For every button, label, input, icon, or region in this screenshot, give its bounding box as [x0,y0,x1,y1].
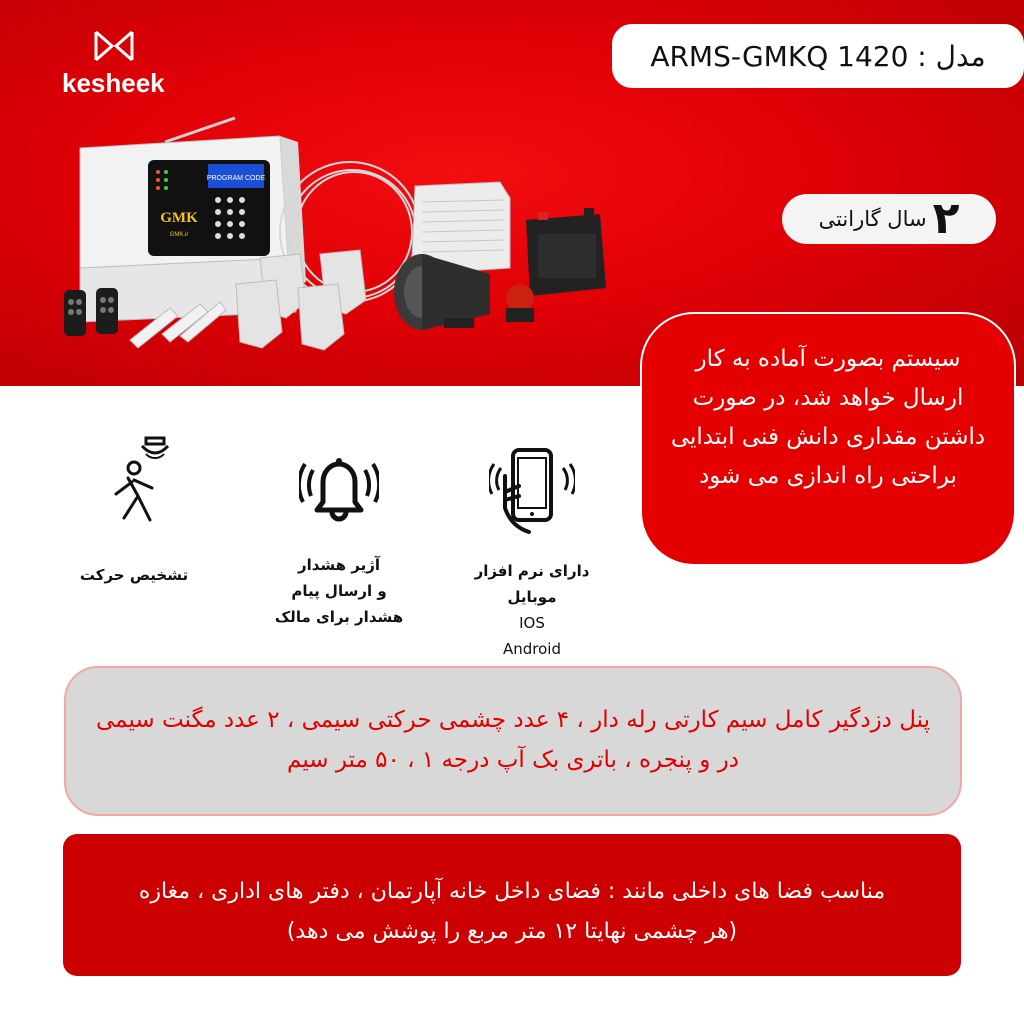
mobile-app-icon [489,446,575,536]
backup-battery [526,208,606,296]
feature-siren-line1: آژیر هشدار [297,556,381,574]
feature-mobile-line2: موبایل [507,588,557,606]
mini-siren [506,284,534,322]
product-illustration [60,112,620,378]
feature-siren [258,448,420,630]
panel-sub-text: GMK.ir [169,232,189,238]
model-label [612,24,1024,88]
feature-siren-line3: هشدار برای مالک [274,608,404,626]
panel-screen-text: PROGRAM CODE [206,175,266,182]
kesheek-logo-icon [90,28,138,64]
antenna [165,118,235,142]
suitability-box: مناسب فضا های داخلی مانند : فضای داخل خانه آپارتمان ، دفتر های اداری ، مغازه (هر چشمی نهایتا ۱۲ متر مربع را پوشش می دهد) [63,834,961,976]
motion-detector-icon [94,434,174,534]
feature-siren-line2: و ارسال پیام [291,582,387,600]
warranty-text: سال گارانتی [818,207,927,231]
panel-brand-text: GMK [160,210,198,226]
feature-mobile-line3: IOS [519,614,545,632]
brand-name: kesheek [62,68,165,98]
feature-mobile-line4: Android [503,640,561,658]
ready-notice: سیستم بصورت آماده به کار ارسال خواهد شد، در صورت داشتن مقداری دانش فنی ابتدایی براحتی راه اندازی می شود [640,312,1016,566]
feature-motion-label: تشخیص حرکت [79,566,189,584]
feature-mobile [462,446,602,662]
model-text: مدل : ARMS-GMKQ 1420 [650,39,986,73]
warranty-badge [782,194,996,244]
feature-motion [66,434,202,588]
alarm-bell-icon [299,448,379,528]
warranty-years: ۲ [932,193,960,244]
brand-logo [62,28,182,99]
feature-mobile-line1: دارای نرم افزار [474,562,590,580]
package-contents-box: پنل دزدگیر کامل سیم کارتی رله دار ، ۴ عدد چشمی حرکتی سیمی ، ۲ عدد مگنت سیمی در و پنجره ، باتری بک آپ درجه ۱ ، ۵۰ متر سیم [64,666,962,816]
